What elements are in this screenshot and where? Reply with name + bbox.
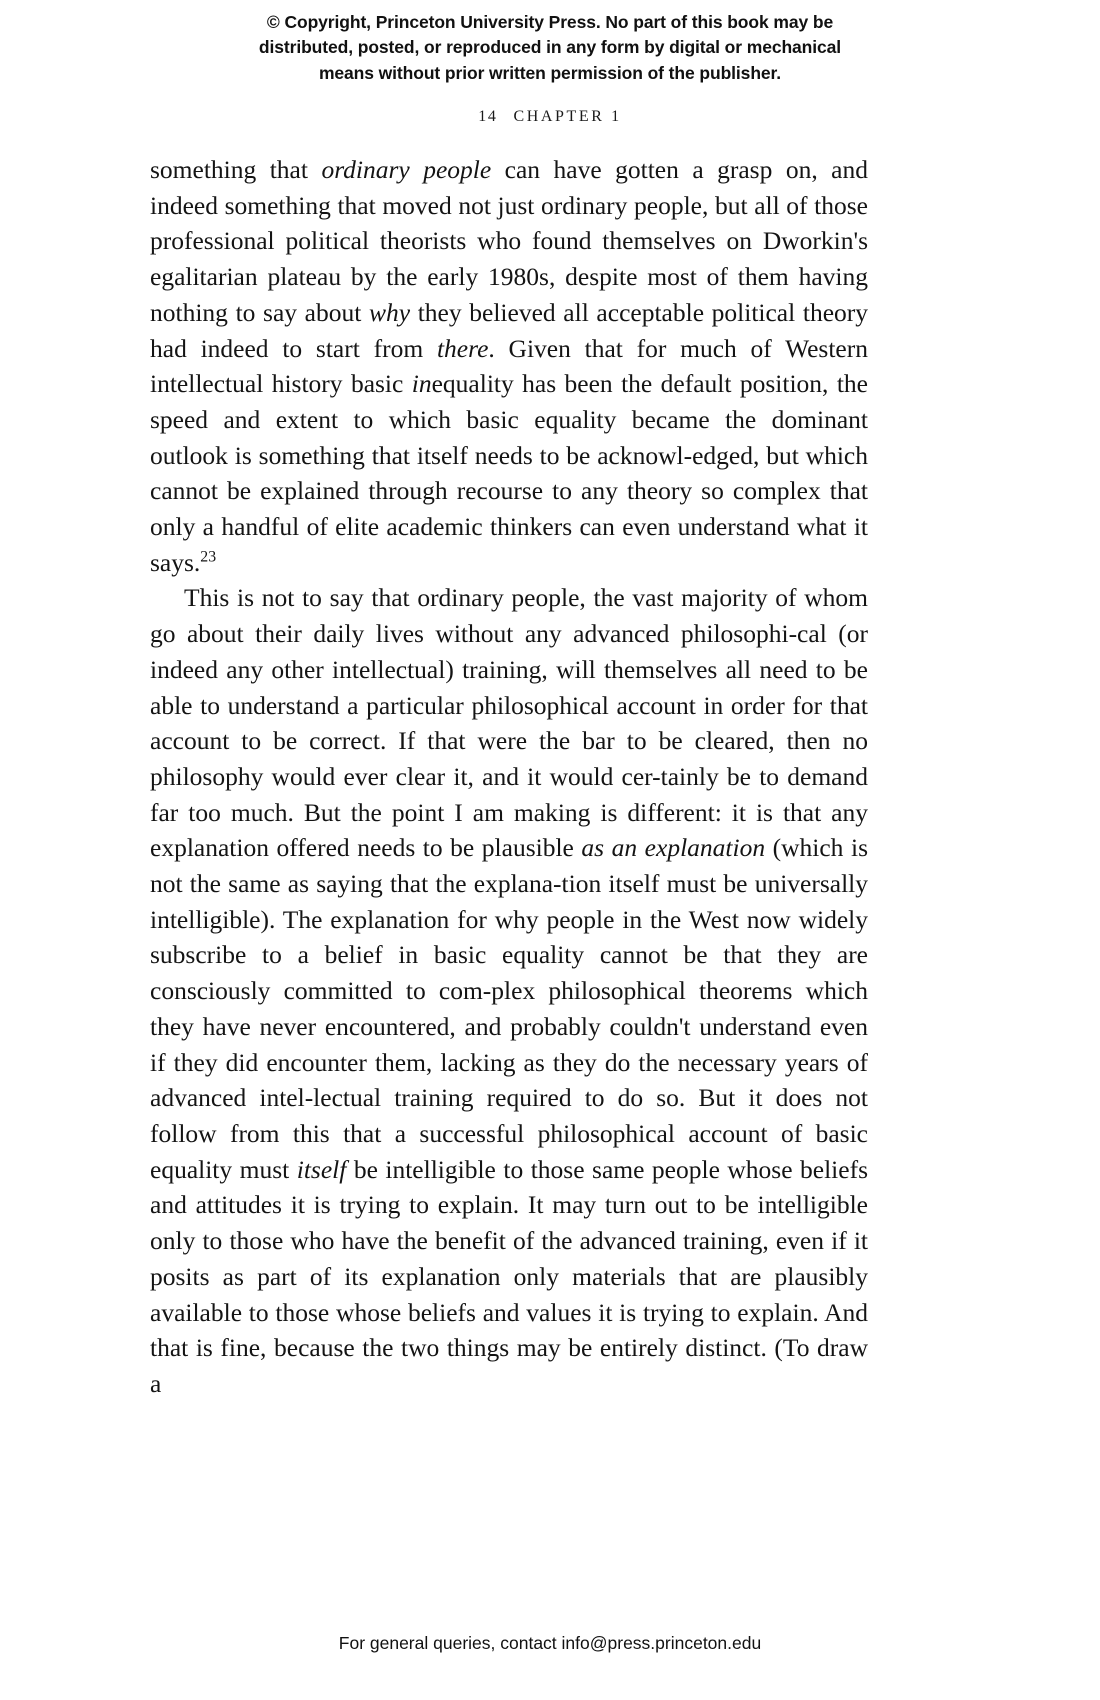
page-number: 14 — [478, 108, 498, 125]
running-head — [0, 108, 1100, 126]
chapter-label: CHAPTER 1 — [513, 108, 622, 125]
copyright-line-3: means without prior written permission of the publisher. — [318, 62, 782, 83]
paragraph-1: something that ordinary people can have gotten a grasp on, and indeed something that moved not just ordinary people, but all of those professional political theorists who found themselves on Dworkin's egalitarian plateau by the early 1980s, despite most of them having nothing to say about why they believed all acceptable political theory had indeed to start from there. Given that for much of Western intellectual history basic inequality has been the default position, the speed and extent to which basic equality became the dominant outlook is something that itself needs to be acknowl-edged, but which cannot be explained through recourse to any theory so complex that only a handful of elite academic thinkers can even understand what it says.$^{23}$ — [150, 155, 869, 577]
copyright-notice — [0, 10, 1100, 86]
copyright-line-1: © Copyright, Princeton University Press. No part of this book may be — [266, 12, 834, 32]
paragraph-2: This is not to say that ordinary people, the vast majority of whom go about their daily lives without any advanced philosophi-cal (or indeed any other intellectual) training, will themselves all need to be able to understand a particular philosophical account in order for that account to be correct. If that were the bar to be cleared, then no philosophy would ever clear it, and it would cer-tainly be to demand far too much. But the point I am making is different: it is that any explanation offered needs to be plausible as an explanation (which is not the same as saying that the explana-tion itself must be universally intelligible). The explanation for why people in the West now widely subscribe to a belief in basic equality cannot be that they are consciously committed to com-plex philosophical theorems which they have never encountered, and probably couldn't understand even if they did encounter them, lacking as they do the necessary years of advanced intel-lectual training required to do so. But it does not follow from this that a successful philosophical account of basic equality must itself be intelligible to those same people whose beliefs and attitudes it is trying to explain. It may turn out to be intelligible only to those who have the benefit of the advanced training, even if it posits as part of its explanation only materials that are plausibly available to those whose beliefs and values it is trying to explain. And that is fine, because the two things may be entirely distinct. (To draw a — [150, 583, 869, 1398]
body-text — [150, 152, 868, 1402]
footer-notice: For general queries, contact info@press.princeton.edu — [338, 1633, 762, 1653]
copyright-line-2: distributed, posted, or reproduced in any form by digital or mechanical — [258, 37, 842, 58]
